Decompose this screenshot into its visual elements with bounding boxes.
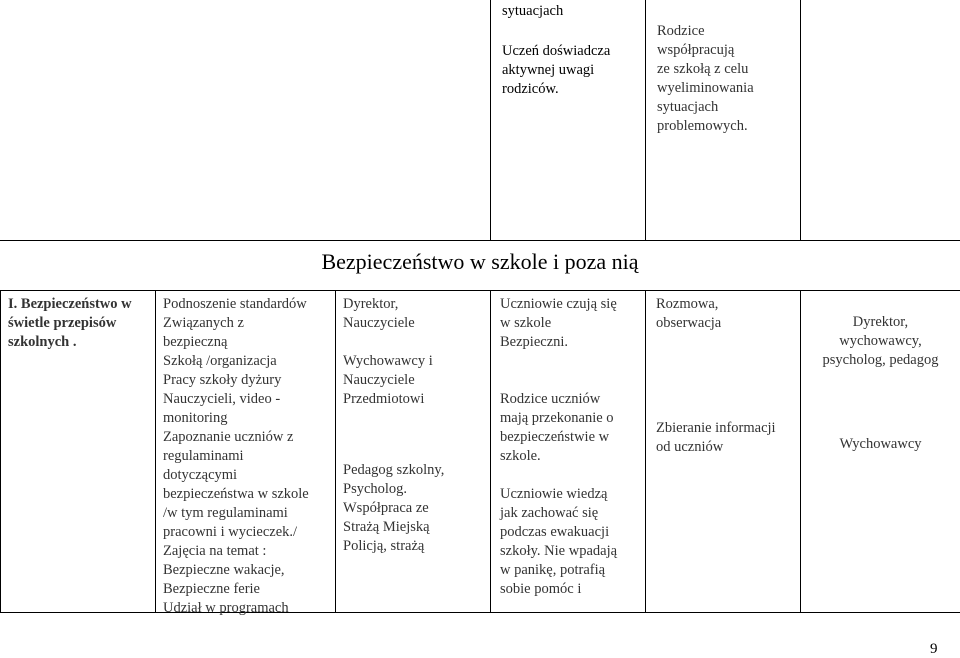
evaluators-text-b: Wychowawcy <box>839 436 922 452</box>
page-number: 9 <box>930 641 938 657</box>
task-text: I. Bezpieczeństwo w świetle przepisów szkolnych . <box>8 296 132 350</box>
top-notes-cell <box>657 22 797 136</box>
top-table-bottom-border <box>0 240 960 241</box>
main-table-divider <box>645 290 646 613</box>
outcomes-text-b: Rodzice uczniów mają przekonanie o bezpieczeństwie w szkole. <box>500 391 614 464</box>
section-title: Bezpieczeństwo w szkole i poza nią <box>321 249 639 274</box>
top-notes-text: Rodzice współpracują ze szkołą z celu wyeliminowania sytuacjach problemowych. <box>657 23 754 134</box>
top-outcome-line1: sytuacjach <box>502 3 564 19</box>
evaluators-cell <box>801 313 960 454</box>
main-table-divider <box>155 290 156 613</box>
main-table-bottom-border <box>0 612 960 613</box>
evaluation-cell <box>656 295 798 457</box>
responsible-text-c: Pedagog szkolny, Psycholog. Współpraca ze Strażą Miejską Policją, strażą <box>343 462 445 554</box>
actions-text: Podnoszenie standardów Związanych z bezpieczną Szkołą /organizacja Pracy szkoły dyżury Nauczycieli, video - monitoring Zapoznanie uczniów z regulaminami dotyczącymi bezpieczeństwa w szkole /w tym regulaminami pracowni i wycieczek./ Zajęcia na temat : Bezpieczne wakacje, Bezpieczne ferie Udział w programach <box>163 296 309 616</box>
outcomes-cell <box>500 295 645 599</box>
evaluators-text-a: Dyrektor, wychowawcy, psycholog, pedagog <box>822 314 939 368</box>
top-outcomes-cell <box>502 2 642 99</box>
main-table-top-border <box>0 290 960 291</box>
main-table-divider <box>335 290 336 613</box>
actions-cell <box>163 295 333 618</box>
main-table-left-border <box>0 290 1 613</box>
main-table-divider <box>490 290 491 613</box>
top-table-left-border <box>490 0 491 240</box>
top-table-divider <box>800 0 801 240</box>
top-outcome-line2: Uczeń doświadcza aktywnej uwagi rodziców. <box>502 43 611 97</box>
evaluation-text-a: Rozmowa, obserwacja <box>656 296 722 331</box>
responsible-text-b: Wychowawcy i Nauczyciele Przedmiotowi <box>343 353 433 407</box>
outcomes-text-a: Uczniowie czują się w szkole Bezpieczni. <box>500 296 617 350</box>
top-table-divider <box>645 0 646 240</box>
task-cell <box>8 295 153 352</box>
outcomes-text-c: Uczniowie wiedzą jak zachować się podczas ewakuacji szkoły. Nie wpadają w panikę, potrafią sobie pomóc i <box>500 486 618 597</box>
evaluation-text-b: Zbieranie informacji od uczniów <box>656 420 776 455</box>
responsible-cell <box>343 295 488 556</box>
responsible-text-a: Dyrektor, Nauczyciele <box>343 296 415 331</box>
